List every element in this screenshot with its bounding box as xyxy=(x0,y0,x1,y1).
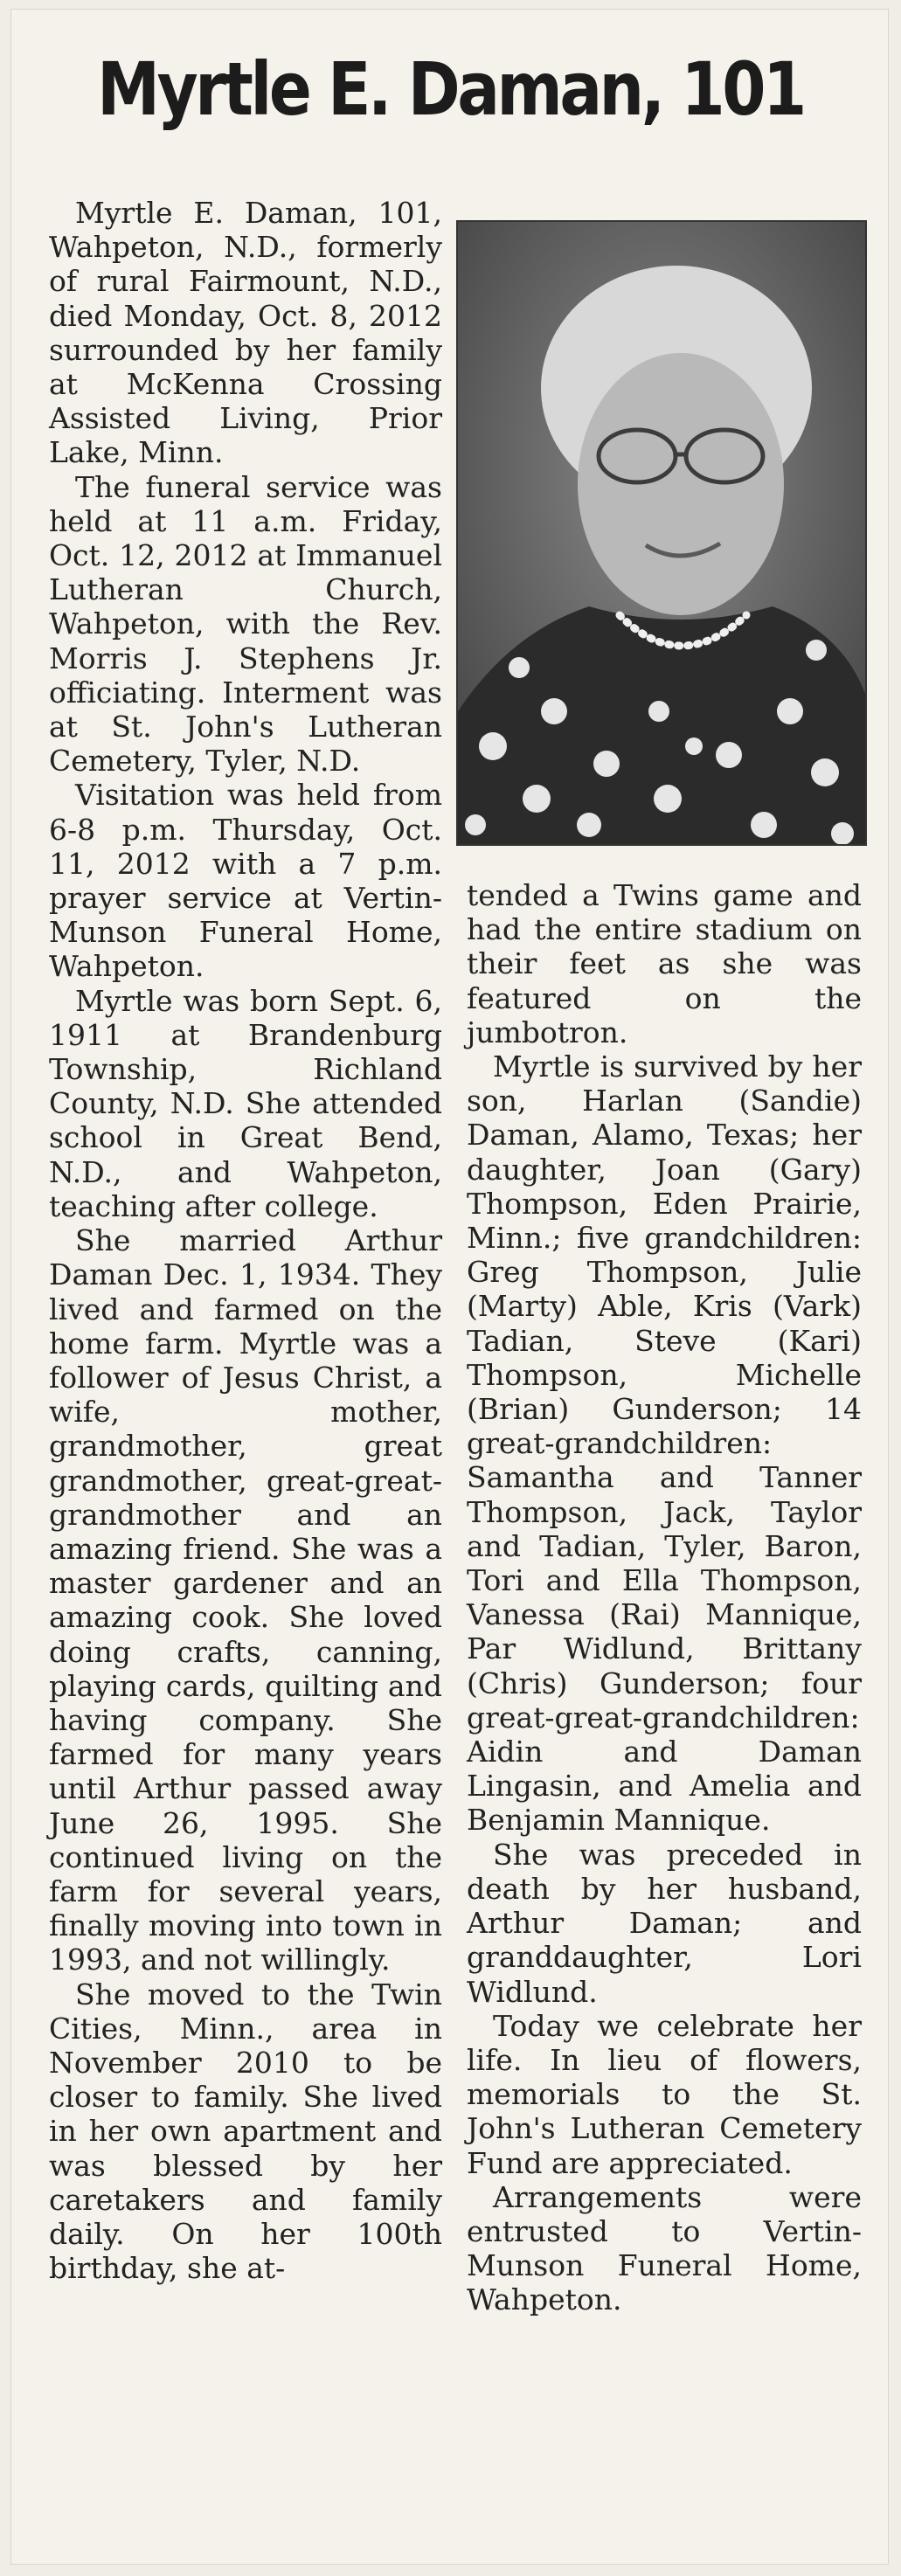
paragraph: Visitation was held from 6-8 p.m. Thursday, Oct. 11, 2012 with a 7 p.m. prayer service at Vertin-Munson Funeral Home, Wahpeton. xyxy=(49,778,442,984)
portrait-photo xyxy=(456,220,867,846)
paragraph-continued: tended a Twins game and had the entire stadium on their feet as she was featured on the jumbotron. xyxy=(467,878,862,1049)
paragraph: She moved to the Twin Cities, Minn., area in November 2010 to be closer to family. She lived in her own apartment and was blessed by her caretakers and family daily. On her 100th birthday, she at- xyxy=(49,1977,442,2286)
obituary-headline: Myrtle E. Daman, 101 xyxy=(97,46,804,132)
paragraph: Today we celebrate her life. In lieu of flowers, memorials to the St. John's Lutheran Cemetery Fund are appreciated. xyxy=(467,2008,862,2180)
paragraph: Myrtle is survived by her son, Harlan (Sandie) Daman, Alamo, Texas; her daughter, Joan (Gary) Thompson, Eden Prairie, Minn.; five grandchildren: Greg Thompson, Julie (Marty) Able, Kris (Vark) Tadian, Steve (Kari) Thompson, Michelle (Brian) Gunderson; 14 great-grandchildren: Samantha and Tanner Thompson, Jack, Taylor and Tadian, Tyler, Baron, Tori and Ella Thompson, Vanessa (Rai) Mannique, Par Widlund, Brittany (Chris) Gunderson; four great-great-grandchildren: Aidin and Daman Lingasin, and Amelia and Benjamin Mannique. xyxy=(467,1049,862,1838)
article-column-2 xyxy=(467,878,862,2317)
paragraph: She married Arthur Daman Dec. 1, 1934. They lived and farmed on the home farm. Myrtle was a follower of Jesus Christ, a wife, mother, grandmother, great grandmother, great-great-grandmother and an amazing friend. She was a master gardener and an amazing cook. She loved doing crafts, canning, playing cards, quilting and having company. She farmed for many years until Arthur passed away June 26, 1995. She continued living on the farm for several years, finally moving into town in 1993, and not willingly. xyxy=(49,1223,442,1977)
paragraph: She was preceded in death by her husband, Arthur Daman; and granddaughter, Lori Widlund. xyxy=(467,1837,862,2009)
paragraph: Myrtle E. Daman, 101, Wahpeton, N.D., formerly of rural Fairmount, N.D., died Monday, Oct. 8, 2012 surrounded by her family at McKenna Crossing Assisted Living, Prior Lake, Minn. xyxy=(49,196,442,470)
paragraph: Myrtle was born Sept. 6, 1911 at Brandenburg Township, Richland County, N.D. She attended school in Great Bend, N.D., and Wahpeton, teaching after college. xyxy=(49,983,442,1223)
article-column-1 xyxy=(49,196,442,2285)
paragraph: The funeral service was held at 11 a.m. Friday, Oct. 12, 2012 at Immanuel Lutheran Church, Wahpeton, with the Rev. Morris J. Stephens Jr. officiating. Interment was at St. John's Lutheran Cemetery, Tyler, N.D. xyxy=(49,469,442,779)
paragraph: Arrangements were entrusted to Vertin-Munson Funeral Home, Wahpeton. xyxy=(467,2179,862,2317)
